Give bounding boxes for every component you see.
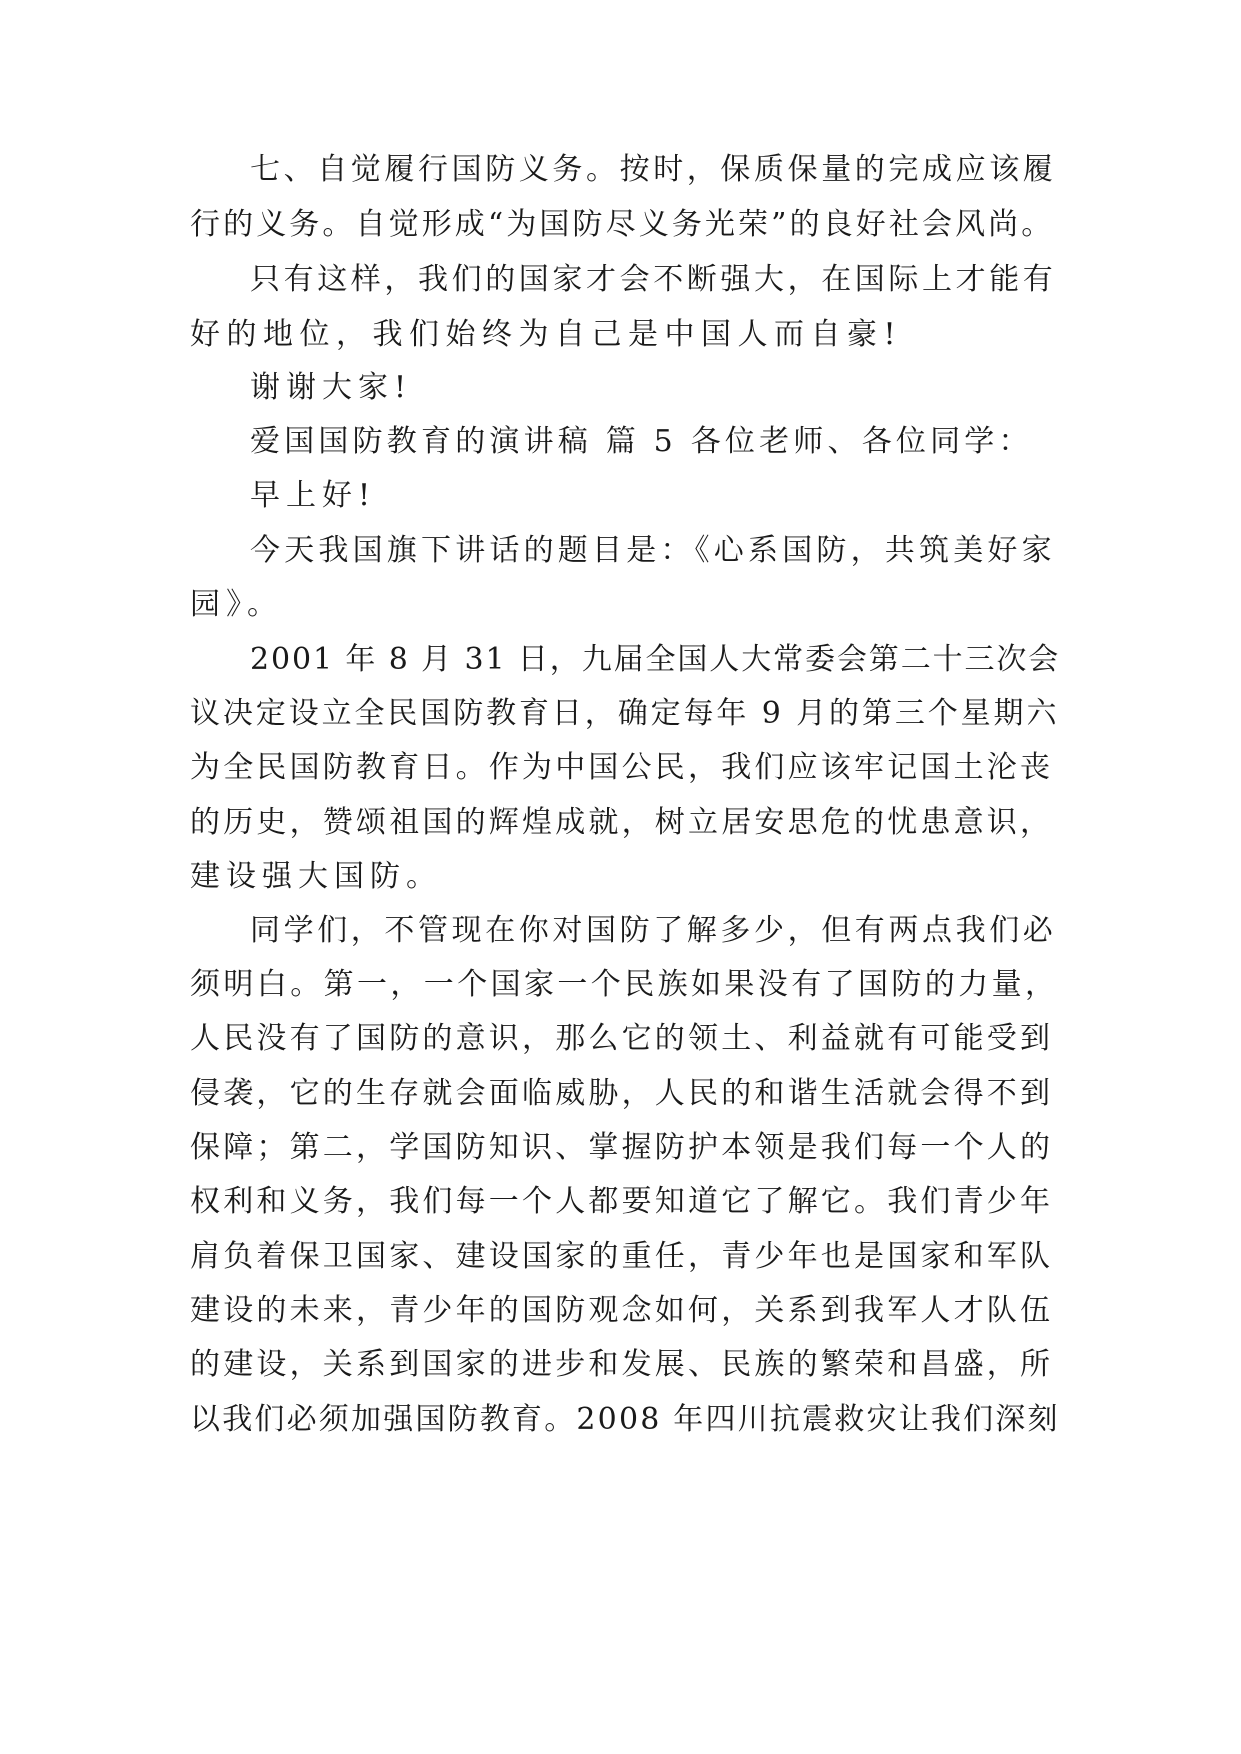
text-line: 好的地位，我们始终为自己是中国人而自豪! bbox=[190, 317, 903, 352]
text-line: 权利和义务，我们每一个人都要知道它了解它。我们青少年 bbox=[190, 1184, 1054, 1219]
text-line: 以我们必须加强国防教育。2008 年四川抗震救灾让我们深刻 bbox=[190, 1402, 1060, 1437]
text-line: 侵袭，它的生存就会面临威胁，人民的和谐生活就会得不到 bbox=[190, 1076, 1054, 1111]
text-line: 建设的未来，青少年的国防观念如何，关系到我军人才队伍 bbox=[190, 1293, 1054, 1328]
text-line: 的建设，关系到国家的进步和发展、民族的繁荣和昌盛，所 bbox=[190, 1347, 1054, 1382]
text-line: 七、自觉履行国防义务。按时，保质保量的完成应该履 bbox=[250, 152, 1057, 187]
text-line: 同学们，不管现在你对国防了解多少，但有两点我们必 bbox=[250, 913, 1057, 948]
text-line: 建设强大国防。 bbox=[190, 859, 442, 894]
text-line: 今天我国旗下讲话的题目是：《心系国防，共筑美好家 bbox=[250, 533, 1056, 568]
text-line: 行的义务。自觉形成“为国防尽义务光荣”的良好社会风尚。 bbox=[190, 207, 1055, 242]
text-line: 保障；第二，学国防知识、掌握防护本领是我们每一个人的 bbox=[190, 1130, 1054, 1165]
text-line: 园》。 bbox=[190, 587, 283, 622]
text-line: 为全民国防教育日。作为中国公民，我们应该牢记国土沦丧 bbox=[190, 750, 1054, 785]
text-line: 的历史，赞颂祖国的辉煌成就，树立居安思危的忧患意识， bbox=[190, 805, 1054, 840]
text-line: 须明白。第一，一个国家一个民族如果没有了国防的力量， bbox=[190, 967, 1059, 1002]
text-line: 2001 年 8 月 31 日，九届全国人大常委会第二十三次会 bbox=[250, 642, 1061, 677]
text-line: 只有这样，我们的国家才会不断强大，在国际上才能有 bbox=[250, 262, 1057, 297]
text-line: 人民没有了国防的意识，那么它的领土、利益就有可能受到 bbox=[190, 1021, 1054, 1056]
text-line: 谢谢大家! bbox=[250, 370, 413, 405]
text-line: 早上好! bbox=[250, 478, 377, 513]
text-line: 爱国国防教育的演讲稿 篇 5 各位老师、各位同学： bbox=[250, 424, 1033, 459]
text-line: 议决定设立全民国防教育日，确定每年 9 月的第三个星期六 bbox=[190, 696, 1060, 731]
text-line: 肩负着保卫国家、建设国家的重任，青少年也是国家和军队 bbox=[190, 1239, 1054, 1274]
